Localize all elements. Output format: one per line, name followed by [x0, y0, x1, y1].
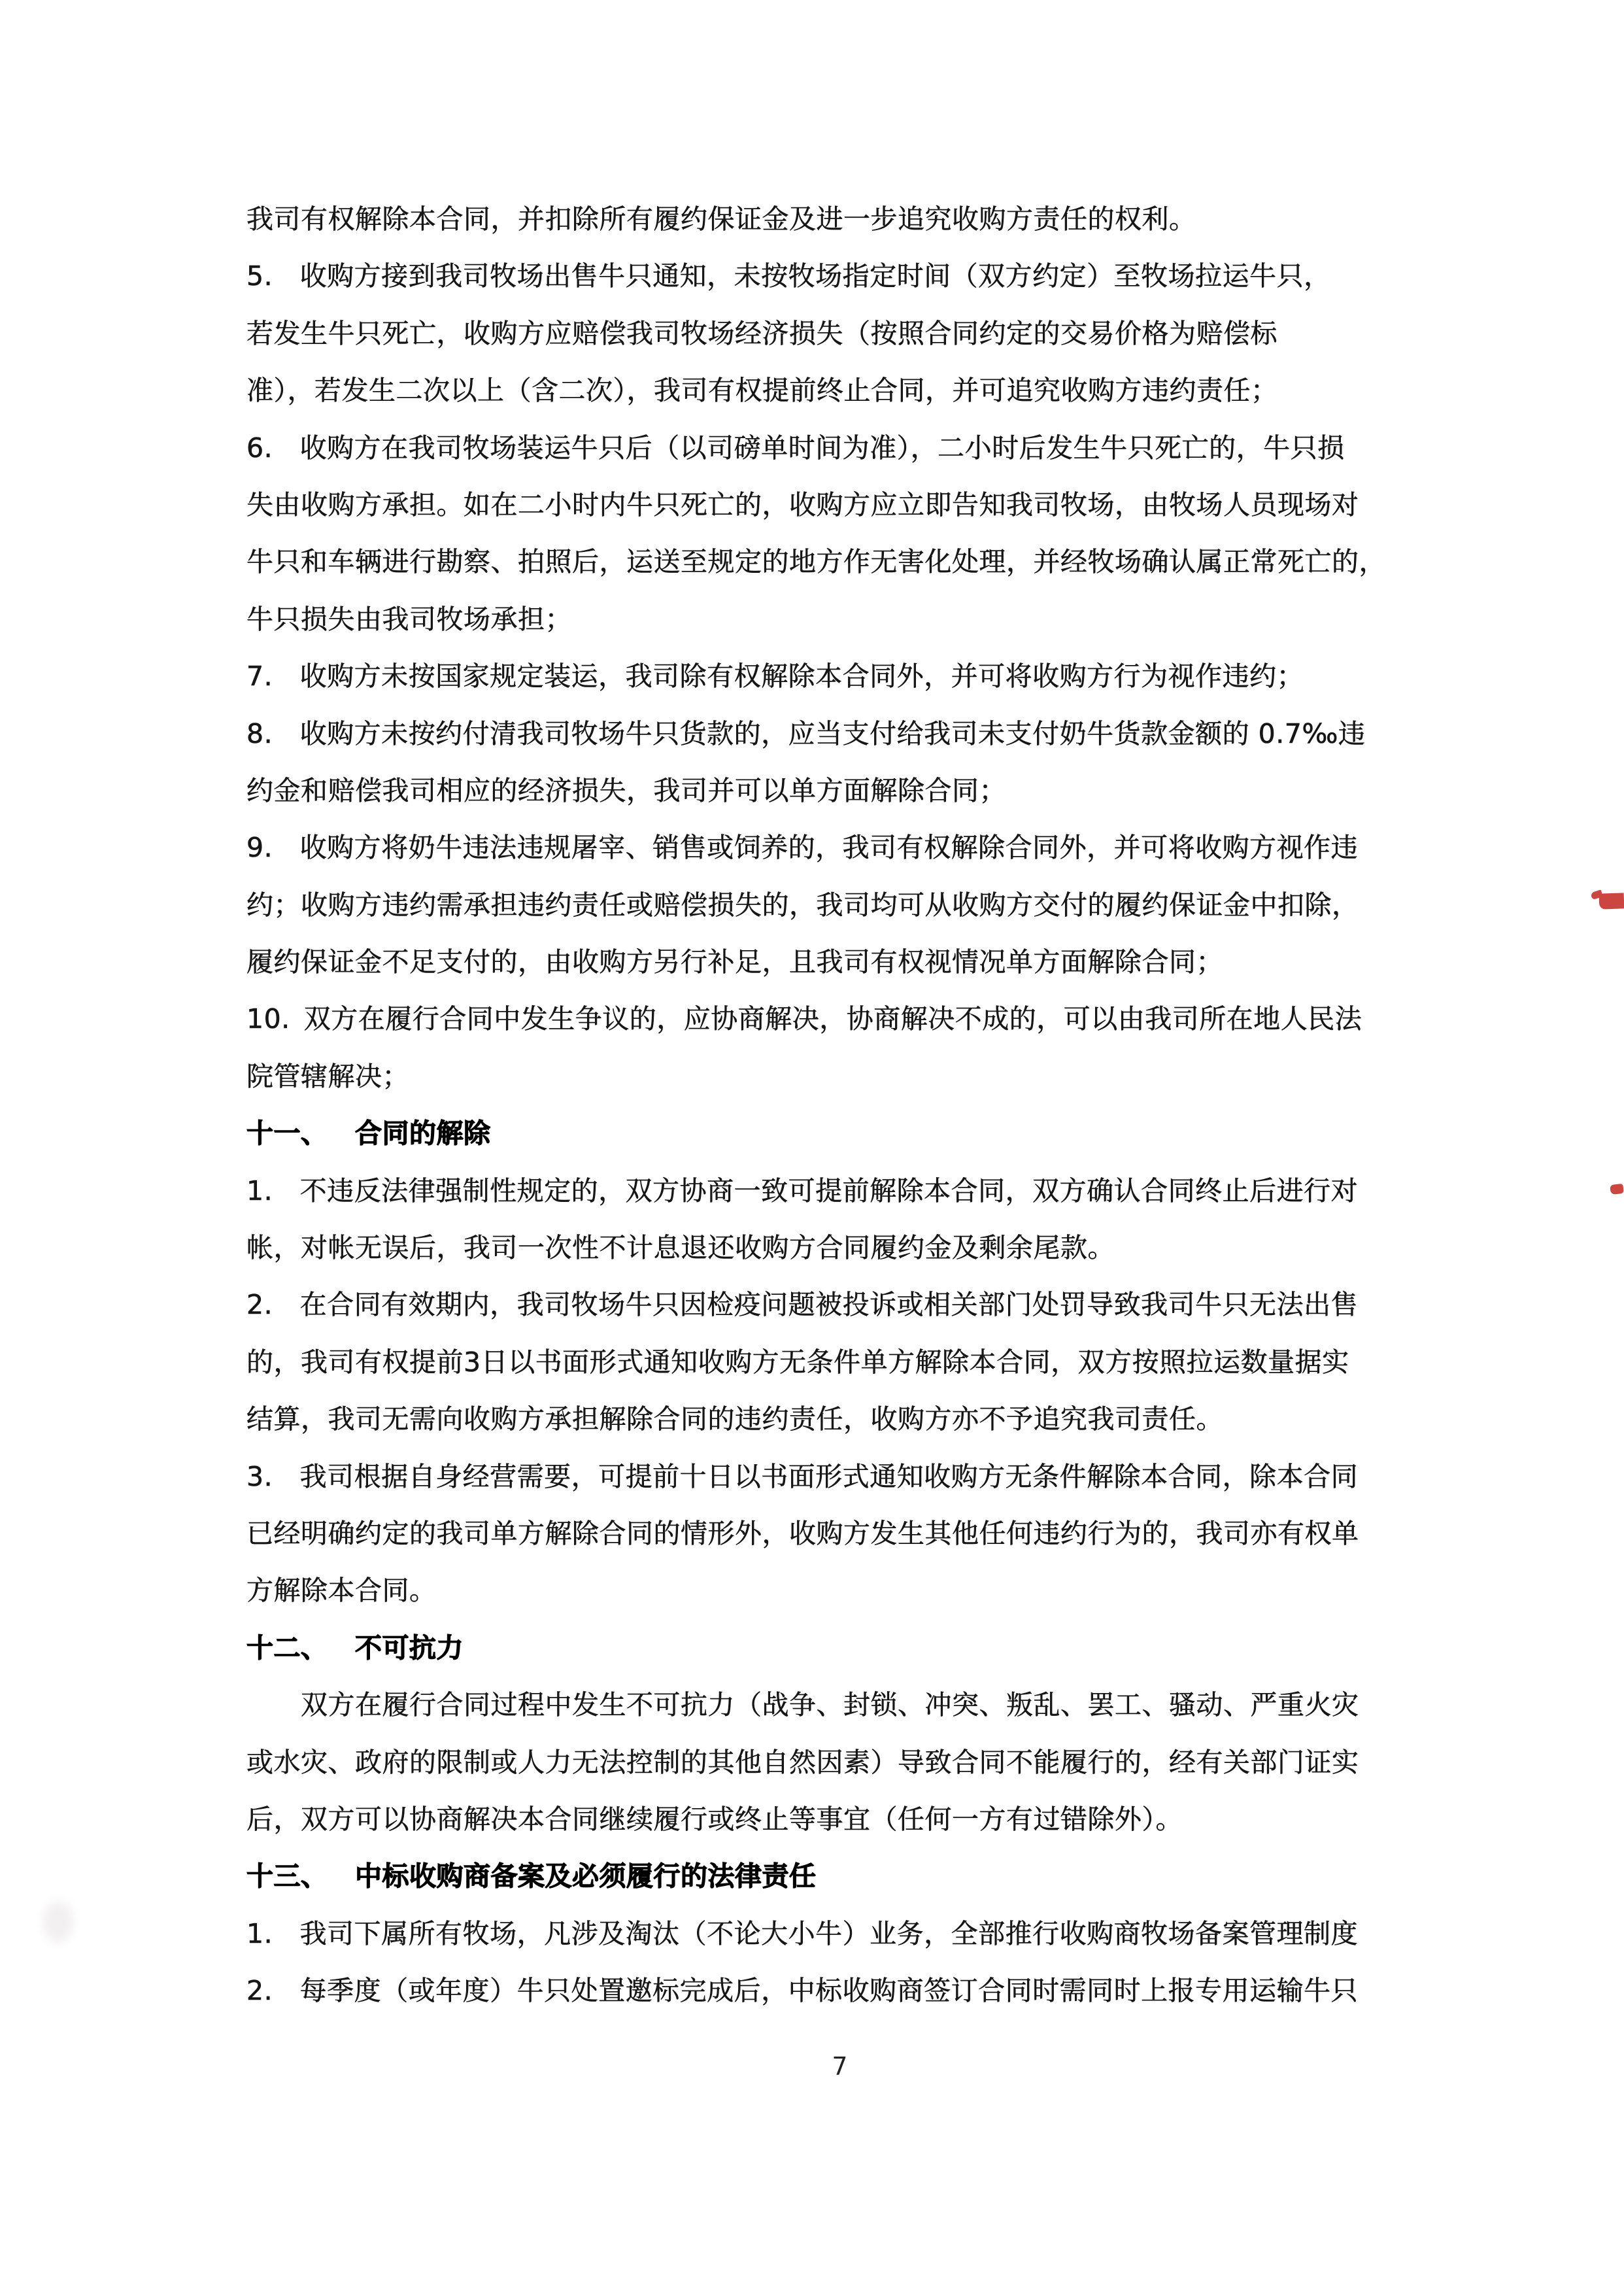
text-line: 10. 双方在履行合同中发生争议的，应协商解决，协商解决不成的，可以由我司所在地人民法 — [246, 1003, 1362, 1035]
text-line: 方解除本合同。 — [246, 1575, 437, 1607]
text-line: 结算，我司无需向收购方承担解除合同的违约责任，收购方亦不予追究我司责任。 — [246, 1403, 1223, 1435]
text-line: 约金和赔偿我司相应的经济损失，我司并可以单方面解除合同； — [246, 774, 1006, 806]
text-line: 3. 我司根据自身经营需要，可提前十日以书面形式通知收购方无条件解除本合同，除本合同 — [246, 1460, 1359, 1492]
contract-text — [246, 191, 1433, 2020]
text-line: 若发生牛只死亡，收购方应赔偿我司牧场经济损失（按照合同约定的交易价格为赔偿标 — [246, 317, 1277, 349]
text-line: 履约保证金不足支付的，由收购方另行补足，且我司有权视情况单方面解除合同； — [246, 946, 1223, 978]
text-line: 2. 每季度（或年度）牛只处置邀标完成后，中标收购商签订合同时需同时上报专用运输牛只 — [246, 1975, 1359, 2007]
text-line: 已经明确约定的我司单方解除合同的情形外，收购方发生其他任何违约行为的，我司亦有权单 — [246, 1517, 1359, 1549]
text-line: 2. 在合同有效期内，我司牧场牛只因检疫问题被投诉或相关部门处罚导致我司牛只无法出售 — [246, 1289, 1359, 1321]
text-line: 后，双方可以协商解决本合同继续履行或终止等事宜（任何一方有过错除外）。 — [246, 1803, 1183, 1835]
text-line: 7. 收购方未按国家规定装运，我司除有权解除本合同外，并可将收购方行为视作违约； — [246, 660, 1304, 693]
text-line: 牛只和车辆进行勘察、拍照后，运送至规定的地方作无害化处理，并经牧场确认属正常死亡的， — [246, 546, 1386, 578]
scan-smudge — [43, 1902, 73, 1942]
section-heading: 十二、 不可抗力 — [246, 1632, 464, 1664]
section-heading: 十三、 中标收购商备案及必须履行的法律责任 — [246, 1860, 817, 1892]
text-line: 8. 收购方未按约付清我司牧场牛只货款的，应当支付给我司未支付奶牛货款金额的 0.7‰违 — [246, 717, 1366, 749]
text-line: 1. 我司下属所有牧场，凡涉及淘汰（不论大小牛）业务，全部推行收购商牧场备案管理制度 — [246, 1917, 1359, 1949]
text-line: 1. 不违反法律强制性规定的，双方协商一致可提前解除本合同，双方确认合同终止后进行对 — [246, 1174, 1359, 1207]
page-number: 7 — [832, 2052, 848, 2081]
text-line: 6. 收购方在我司牧场装运牛只后（以司磅单时间为准），二小时后发生牛只死亡的，牛只损 — [246, 432, 1345, 464]
text-line: 5. 收购方接到我司牧场出售牛只通知，未按牧场指定时间（双方约定）至牧场拉运牛只， — [246, 260, 1331, 292]
text-line: 院管辖解决； — [246, 1060, 409, 1092]
red-ink-mark — [1599, 893, 1624, 909]
text-line: 约；收购方违约需承担违约责任或赔偿损失的，我司均可从收购方交付的履约保证金中扣除， — [246, 889, 1359, 921]
text-line: 帐，对帐无误后，我司一次性不计息退还收购方合同履约金及剩余尾款。 — [246, 1232, 1115, 1264]
text-line: 失由收购方承担。如在二小时内牛只死亡的，收购方应立即告知我司牧场，由牧场人员现场对 — [246, 488, 1359, 521]
red-ink-mark-small — [1610, 1184, 1623, 1195]
text-line: 牛只损失由我司牧场承担； — [246, 603, 572, 635]
section-heading: 十一、 合同的解除 — [246, 1118, 491, 1150]
text-line: 9. 收购方将奶牛违法违规屠宰、销售或饲养的，我司有权解除合同外，并可将收购方视作违 — [246, 832, 1359, 864]
text-line: 双方在履行合同过程中发生不可抗力（战争、封锁、冲突、叛乱、罢工、骚动、严重火灾 — [246, 1689, 1359, 1721]
text-line: 或水灾、政府的限制或人力无法控制的其他自然因素）导致合同不能履行的，经有关部门证实 — [246, 1746, 1359, 1778]
text-line: 我司有权解除本合同，并扣除所有履约保证金及进一步追究收购方责任的权利。 — [246, 203, 1196, 235]
text-line: 的，我司有权提前3日以书面形式通知收购方无条件单方解除本合同，双方按照拉运数量据实 — [246, 1346, 1349, 1378]
text-line: 准），若发生二次以上（含二次），我司有权提前终止合同，并可追究收购方违约责任； — [246, 375, 1278, 407]
